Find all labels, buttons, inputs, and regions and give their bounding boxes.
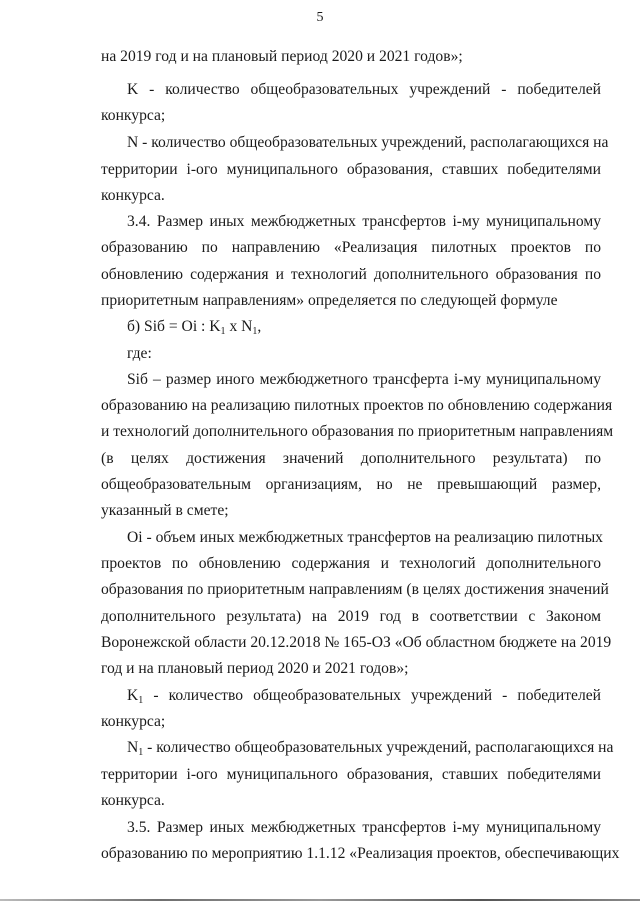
text-line: конкурса; <box>101 713 166 730</box>
text-line: год и на плановый период 2020 и 2021 годов»; <box>101 660 409 677</box>
text-line: территории i-ого муниципального образования, ставших победителями <box>101 161 601 178</box>
text-line: образованию по направлению «Реализация пилотных проектов по <box>101 239 601 256</box>
text-line: образованию на реализацию пилотных проектов по обновлению содержания <box>101 397 613 414</box>
text-line: 3.5. Размер иных межбюджетных трансфертов i-му муниципальному <box>127 819 601 836</box>
text-line: проектов по обновлению содержания и технологий дополнительного <box>101 555 601 572</box>
text-line: Воронежской области 20.12.2018 № 165-ОЗ «Об областном бюджете на 2019 <box>101 634 612 651</box>
text-line: образования по приоритетным направлениям (в целях достижения значений <box>101 581 609 598</box>
text-line: конкурса; <box>101 107 166 124</box>
text-line: территории i-ого муниципального образования, ставших победителями <box>101 766 601 783</box>
k1-line <box>127 686 601 711</box>
n1-line <box>127 738 614 763</box>
text-line: K - количество общеобразовательных учреждений - победителей <box>127 81 601 98</box>
text-line: конкурса. <box>101 792 165 809</box>
formula-line <box>127 317 601 342</box>
text-line: и технологий дополнительного образования по приоритетным направлениям <box>101 423 614 440</box>
text-line: N - количество общеобразовательных учреждений, располагающихся на <box>127 134 609 151</box>
k1-symbol: $K_1$ <box>127 687 144 706</box>
formula-middle: x N <box>225 318 253 335</box>
text-line: где: <box>127 345 152 362</box>
text-line: Oi - объем иных межбюджетных трансфертов на реализацию пилотных <box>127 529 603 546</box>
n1-definition: - количество общеобразовательных учреждений, располагающихся на <box>147 739 614 756</box>
page-number: 5 <box>316 10 324 25</box>
k1-definition: - количество общеобразовательных учреждений - победителей <box>153 687 601 704</box>
text-line: дополнительного результата) на 2019 год в соответствии с Законом <box>101 608 601 625</box>
formula-suffix: , <box>257 318 262 335</box>
text-line: на 2019 год и на плановый период 2020 и 2021 годов»; <box>101 48 463 65</box>
text-line: образованию по мероприятию 1.1.12 «Реализация проектов, обеспечивающих <box>101 845 620 862</box>
formula-subscript: 1 <box>220 326 226 337</box>
formula-prefix: б) Siб = Oi : K <box>127 318 221 335</box>
scan-bottom-edge <box>0 899 640 901</box>
text-line: (в целях достижения значений дополнительного результата) по <box>101 450 601 467</box>
text-line: Siб – размер иного межбюджетного трансферта i-му муниципальному <box>127 371 601 388</box>
text-line: 3.4. Размер иных межбюджетных трансфертов i-му муниципальному <box>127 213 601 230</box>
text-line: обновлению содержания и технологий дополнительного образования по <box>101 266 601 283</box>
formula-subscript: 1 <box>252 326 258 337</box>
text-line: указанный в смете; <box>101 502 229 519</box>
text-line: конкурса. <box>101 187 165 204</box>
n1-symbol: $N_1$ <box>127 739 144 758</box>
text-line: приоритетным направлениям» определяется по следующей формуле <box>101 292 558 309</box>
text-line: общеобразовательным организациям, но не превышающий размер, <box>101 476 601 493</box>
